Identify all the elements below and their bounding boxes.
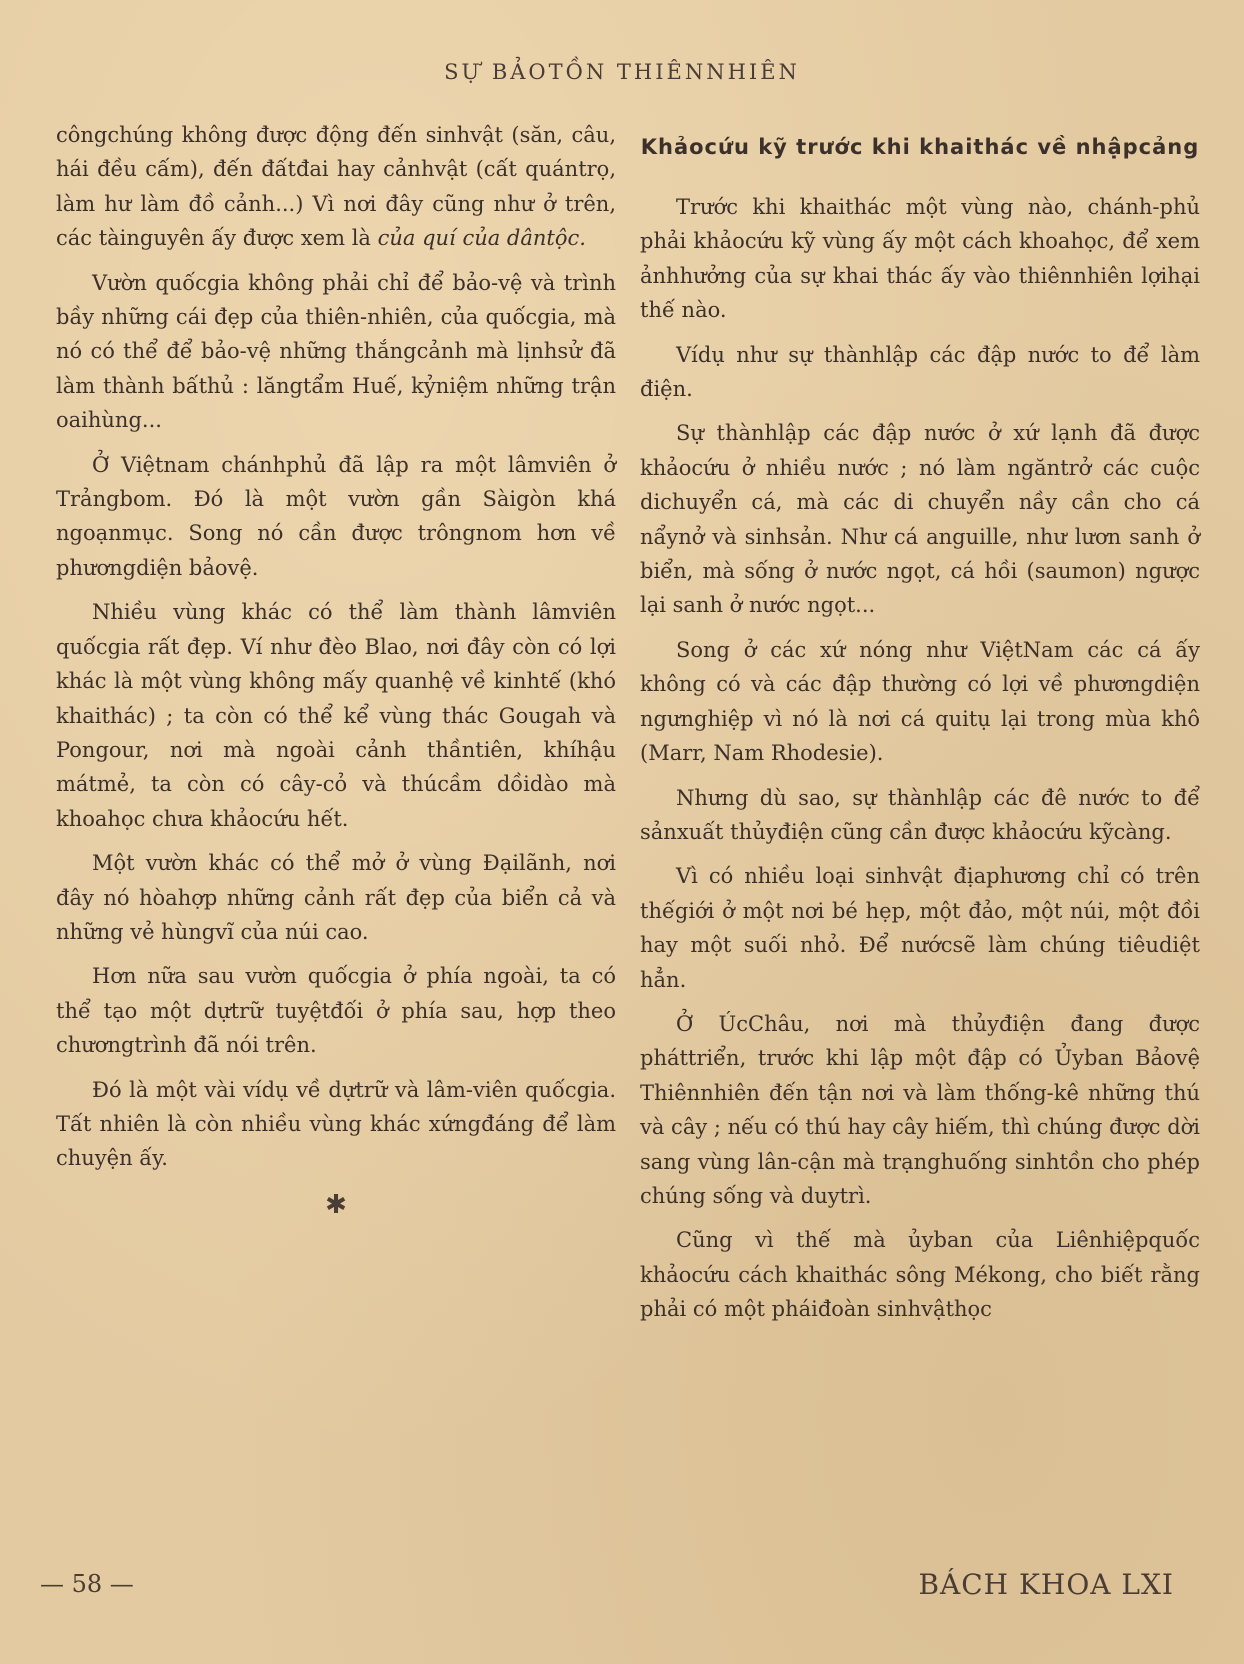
right-paragraph-2: Vídụ như sự thànhlập các đập nước to để làm điện. [640,342,1200,402]
running-head: SỰ BẢOTỒN THIÊNNHIÊN [444,60,800,84]
magazine-issue-footer: BÁCH KHOA LXI [918,1568,1174,1601]
left-paragraph-2: Vườn quốcgia không phải chỉ để bảo-vệ và trình bầy những cái đẹp của thiên-nhiên, của quốcgia, mà nó có thể để bảo-vệ những thắngcảnh mà lịnhsử đã làm thành bấthủ : lăngtẩm Huế, kỷniệm những trận oaihùng... [56,270,616,433]
right-paragraph-1: Trước khi khaithác một vùng nào, chánh-phủ phải khảocứu kỹ vùng ấy một cách khoahọc, để xem ảnhhưởng của sự khai thác ấy vào thiênnhiên lợihại thế nào. [640,195,1200,323]
right-paragraph-4: Song ở các xứ nóng như ViệtNam các cá ấy không có và các đập thường có lợi về phươngdiện ngưnghiệp vì nó là nơi cá quitụ lại trong mùa khô (Marr, Nam Rhodesie). [640,637,1200,766]
right-paragraph-6: Vì có nhiều loại sinhvật địaphương chỉ có trên thếgiới ở một nơi bé hẹp, một đảo, một núi, một đồi hay một suối nhỏ. Để nướcsẽ làm chúng tiêudiệt hẳn. [640,864,1200,992]
left-paragraph-3: Ở Việtnam chánhphủ đã lập ra một lâmviên ở Trảngbom. Đó là một vườn gần Sàigòn khá ngoạnmục. Song nó cần được trôngnom hơn về phươngdiện bảovệ. [56,452,616,580]
left-paragraph-4: Nhiều vùng khác có thể làm thành lâmviên quốcgia rất đẹp. Ví như đèo Blao, nơi đây còn có lợi khác là một vùng không mấy quanhệ về kinhtế (khó khaithác) ; ta còn có thể kể vùng thác Gougah và Pongour, nơi mà ngoài cảnh thầntiên, khíhậu mátmẻ, ta còn có cây-cỏ và thúcầm dồidào mà khoahọc chưa khảocứu hết. [56,600,616,831]
section-separator-star: ✱ [325,1189,347,1220]
left-paragraph-7: Đó là một vài vídụ về dựtrữ và lâm-viên quốcgia. Tất nhiên là còn nhiều vùng khác xứngđáng để làm chuyện ấy. [56,1077,616,1171]
page-number: — 58 — [40,1570,134,1598]
right-paragraph-7: Ở ÚcChâu, nơi mà thủyđiện đang được pháttriển, trước khi lập một đập có Ủyban Bảovệ Thiênnhiên đến tận nơi và làm thống-kê những thú và cây ; nếu có thú hay cây hiếm, thì chúng được dời sang vùng lân-cận mà trạnghuống sinhtồn cho phép chúng sống và duytrì. [640,1011,1201,1208]
section-heading: Khảocứu kỹ trước khi khaithác về nhậpcảng [640,135,1200,159]
right-paragraph-5: Nhưng dù sao, sự thànhlập các đê nước to để sảnxuất thủyđiện cũng cần được khảocứu kỹcàng. [640,785,1200,844]
right-column [640,118,1200,1337]
right-paragraph-8: Cũng vì thế mà ủyban của Liênhiệpquốc khảocứu cách khaithác sông Mékong, cho biết rằng phải có một pháiđoàn sinhvậthọc [640,1228,1200,1322]
left-paragraph-1-emphasis: của quí của dântộc. [377,226,586,251]
right-paragraph-3: Sự thànhlập các đập nước ở xứ lạnh đã được khảocứu ở nhiều nước ; nó làm ngăntrở các cuộc dichuyển cá, mà các di chuyển nầy cần cho cá nẩynở và sinhsản. Như cá anguille, như lươn sanh ở biển, mà sống ở nước ngọt, cá hồi (saumon) ngược lại sanh ở nước ngọt... [640,421,1200,618]
left-paragraph-5: Một vườn khác có thể mở ở vùng Đạilãnh, nơi đây nó hòahợp những cảnh rất đẹp của biển cả và những vẻ hùngvĩ của núi cao. [56,851,616,944]
left-column [56,118,616,1220]
left-paragraph-1 [56,118,616,256]
left-paragraph-6: Hơn nữa sau vườn quốcgia ở phía ngoài, ta có thể tạo một dựtrữ tuyệtđối ở phía sau, hợp theo chươngtrình đã nói trên. [56,964,616,1058]
left-paragraph-1-text: côngchúng không được động đến sinhvật (săn, câu, hái đều cấm), đến đấtđai hay cảnhvật (cất quántrọ, làm hư làm đồ cảnh...) Vì nơi đây cũng như ở trên, các tàinguyên ấy được xem là [56,123,616,251]
